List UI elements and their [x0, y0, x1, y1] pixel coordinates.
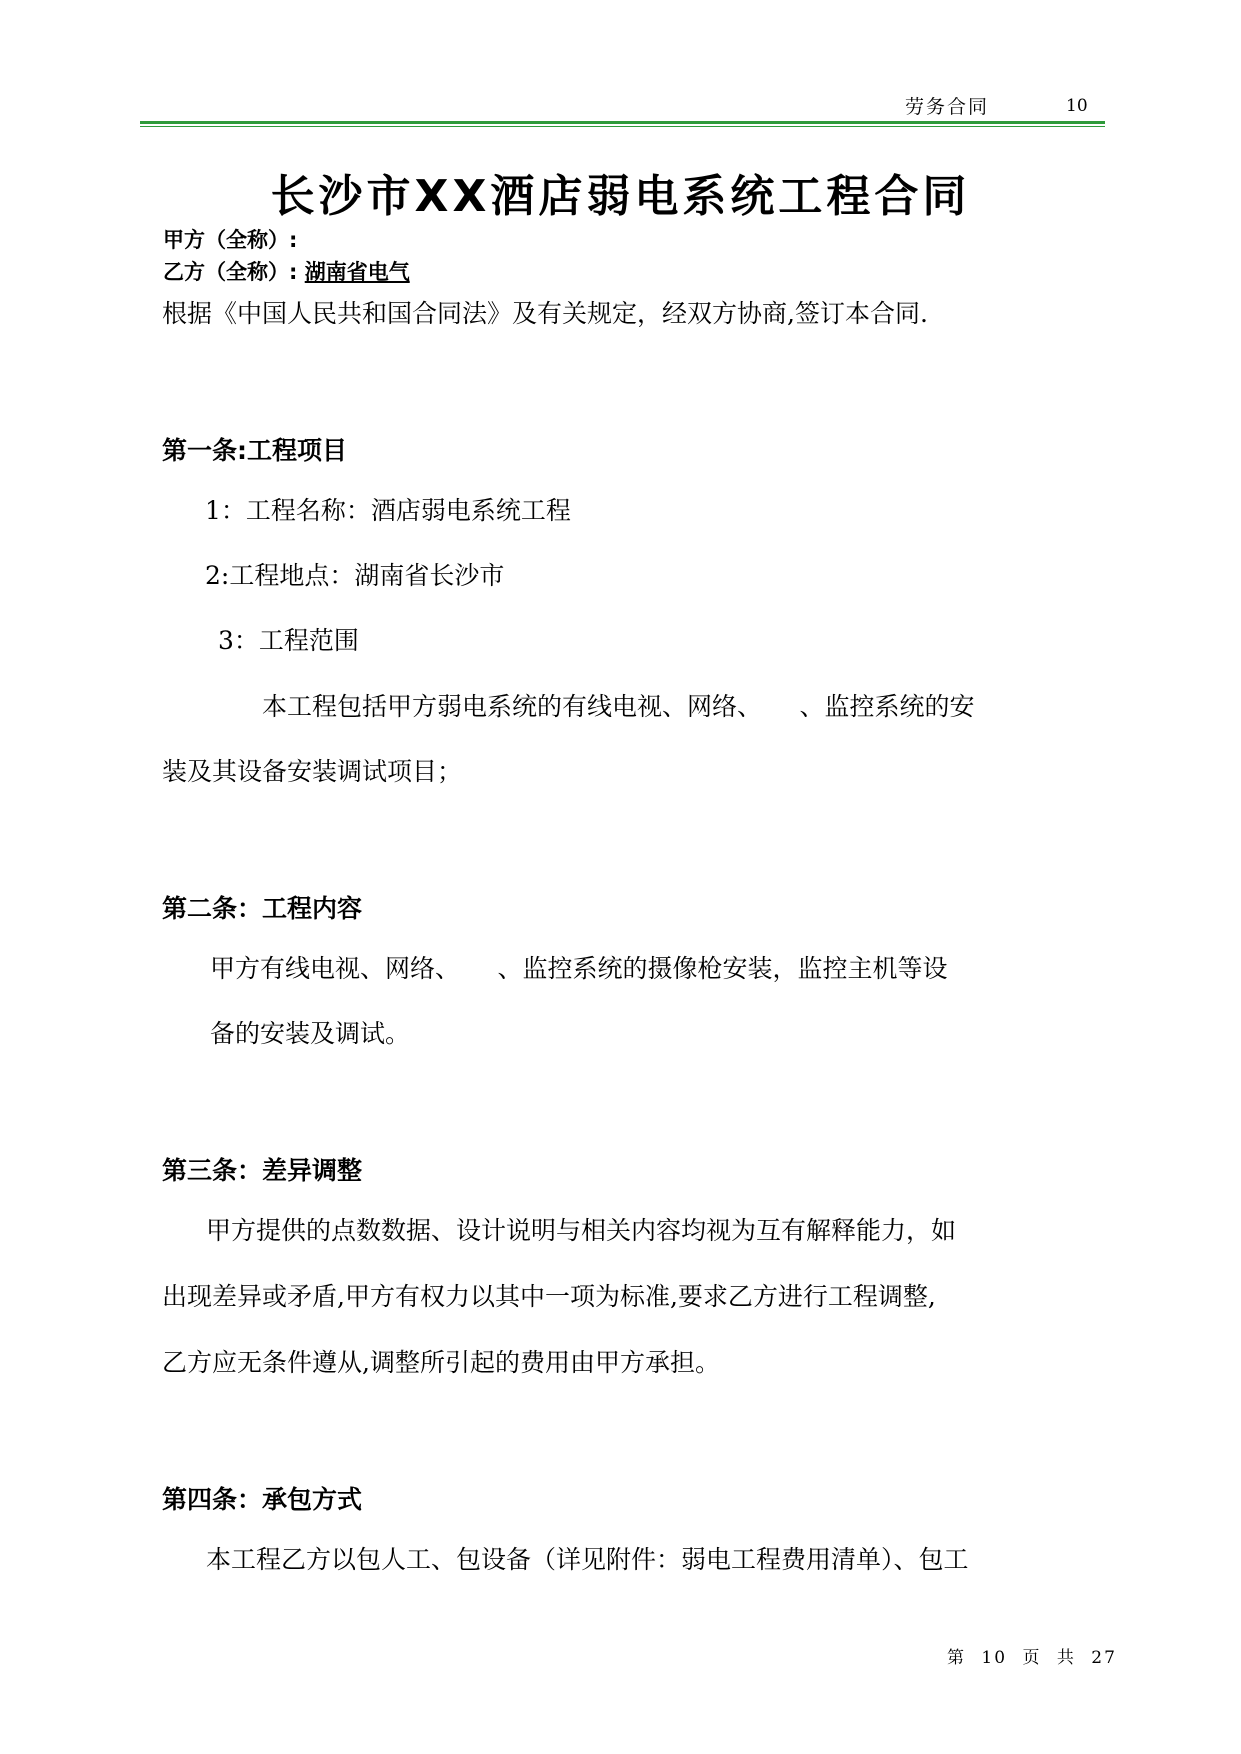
- section-1-heading: 第一条:工程项目: [162, 436, 347, 465]
- party-a-label: 甲方（全称）:: [163, 228, 298, 252]
- header-rule-thick: [140, 121, 1105, 124]
- section-2-heading: 第二条：工程内容: [162, 894, 363, 923]
- section-2-line-2: 备的安装及调试。: [210, 1019, 411, 1048]
- section-1-paragraph-line-1: 本工程包括甲方弱电系统的有线电视、网络、 、监控系统的安: [262, 692, 975, 721]
- party-a: [163, 224, 297, 254]
- section-2-line-1: 甲方有线电视、网络、 、监控系统的摄像枪安装，监控主机等设: [210, 954, 948, 983]
- section-3-line-3: 乙方应无条件遵从,调整所引起的费用由甲方承担。: [162, 1348, 720, 1377]
- header-title: 劳务合同: [905, 96, 990, 118]
- party-b-value: 湖南省电气: [304, 260, 410, 284]
- page-footer: [947, 1643, 1125, 1668]
- header-rule-thin: [140, 126, 1105, 127]
- section-3-line-2: 出现差异或矛盾,甲方有权力以其中一项为标准,要求乙方进行工程调整,: [162, 1282, 936, 1311]
- document-title: 长沙市XX酒店弱电系统工程合同: [270, 171, 971, 222]
- intro-paragraph: 根据《中国人民共和国合同法》及有关规定，经双方协商,签订本合同.: [162, 299, 928, 328]
- section-1-paragraph-line-2: 装及其设备安装调试项目；: [162, 757, 463, 786]
- party-b: [163, 256, 410, 286]
- section-4-line-1: 本工程乙方以包人工、包设备（详见附件：弱电工程费用清单）、包工: [206, 1545, 969, 1574]
- footer-prefix: 第: [947, 1648, 966, 1668]
- section-3-heading: 第三条：差异调整: [162, 1156, 363, 1185]
- footer-total-pages: 27: [1091, 1648, 1117, 1668]
- footer-page-number: 10: [981, 1648, 1008, 1668]
- section-1-item-3: 3：工程范围: [218, 626, 359, 655]
- section-1-item-2: 2:工程地点：湖南省长沙市: [205, 561, 505, 590]
- header-page-number: 10: [1066, 96, 1088, 116]
- section-1-item-1: 1：工程名称：酒店弱电系统工程: [205, 496, 571, 525]
- section-3-line-1: 甲方提供的点数数据、设计说明与相关内容均视为互有解释能力，如: [206, 1216, 957, 1245]
- section-4-heading: 第四条：承包方式: [162, 1485, 363, 1514]
- footer-page-word: 页: [1022, 1648, 1042, 1668]
- footer-total-word: 共: [1056, 1648, 1076, 1668]
- party-b-label: 乙方（全称）:: [163, 260, 298, 284]
